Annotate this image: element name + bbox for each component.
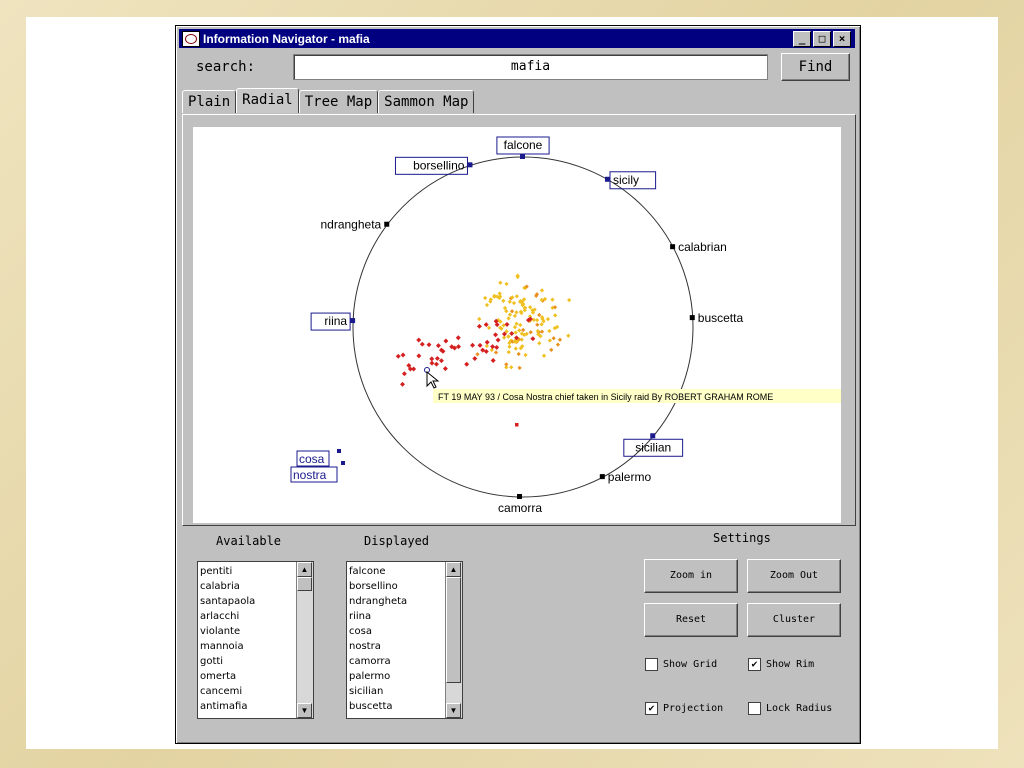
doc-point[interactable] xyxy=(558,338,562,342)
doc-point[interactable] xyxy=(502,336,506,340)
doc-point[interactable] xyxy=(485,344,489,348)
search-input[interactable]: mafia xyxy=(293,54,768,80)
available-scrollbar[interactable] xyxy=(296,562,313,718)
doc-point[interactable] xyxy=(523,353,527,357)
checkbox-icon[interactable] xyxy=(748,702,761,715)
rim-keyword-buscetta[interactable] xyxy=(690,311,744,325)
minimize-button[interactable]: _ xyxy=(793,31,811,47)
show-rim-label: Show Rim xyxy=(766,659,815,670)
list-item[interactable]: calabria xyxy=(200,581,240,592)
doc-point[interactable] xyxy=(483,296,487,300)
list-item[interactable]: cancemi xyxy=(200,686,243,697)
zoom-out-button[interactable]: Zoom Out xyxy=(747,559,841,593)
rim-keyword-borsellino[interactable] xyxy=(395,157,472,174)
scroll-thumb[interactable] xyxy=(446,577,461,683)
list-item[interactable]: sicilian xyxy=(349,686,384,697)
rim-anchor[interactable] xyxy=(600,474,605,479)
doc-point[interactable] xyxy=(470,343,475,348)
doc-point[interactable] xyxy=(556,343,560,347)
rim-label[interactable]: sicilian xyxy=(635,440,672,455)
available-heading: Available xyxy=(216,534,282,548)
doc-point[interactable] xyxy=(528,305,532,309)
doc-point[interactable] xyxy=(493,332,498,337)
available-list[interactable] xyxy=(197,561,314,719)
scroll-down-icon[interactable]: ▼ xyxy=(446,703,461,718)
doc-point[interactable] xyxy=(416,353,421,358)
doc-point[interactable] xyxy=(494,350,498,354)
radial-canvas[interactable] xyxy=(193,127,841,523)
rim-anchor[interactable] xyxy=(350,318,355,323)
doc-point[interactable] xyxy=(517,352,521,356)
doc-point[interactable] xyxy=(420,342,425,347)
doc-point[interactable] xyxy=(498,281,502,285)
reset-button[interactable]: Reset xyxy=(644,603,738,637)
doc-point[interactable] xyxy=(508,300,512,304)
doc-point[interactable] xyxy=(439,358,444,363)
list-item[interactable]: cosa xyxy=(349,626,372,637)
doc-point[interactable] xyxy=(504,362,508,366)
doc-point[interactable] xyxy=(484,322,489,327)
lock-radius-label: Lock Radius xyxy=(766,703,833,714)
cluster-button[interactable]: Cluster xyxy=(747,603,841,637)
doc-point[interactable] xyxy=(537,313,541,317)
doc-point[interactable] xyxy=(485,303,489,307)
rim-keyword-falcone[interactable] xyxy=(497,137,549,159)
outside-label[interactable]: nostra xyxy=(293,468,327,482)
find-button[interactable]: Find xyxy=(781,53,850,81)
doc-point[interactable] xyxy=(396,354,401,359)
doc-point[interactable] xyxy=(509,365,513,369)
doc-point[interactable] xyxy=(515,423,519,427)
window-title: Information Navigator - mafia xyxy=(203,31,370,46)
scroll-up-icon[interactable]: ▲ xyxy=(297,562,312,577)
displayed-list[interactable] xyxy=(346,561,463,719)
doc-point[interactable] xyxy=(487,326,491,330)
list-item[interactable]: buscetta xyxy=(349,701,393,712)
doc-point[interactable] xyxy=(518,323,522,327)
list-item[interactable]: santapaola xyxy=(200,596,256,607)
show-rim-checkbox[interactable] xyxy=(748,658,814,671)
doc-point[interactable] xyxy=(491,358,496,363)
outside-keyword-cosa[interactable] xyxy=(297,451,329,466)
doc-point[interactable] xyxy=(517,328,521,332)
search-label: search: xyxy=(196,59,256,75)
rim-label[interactable]: sicily xyxy=(613,172,639,187)
doc-point[interactable] xyxy=(507,350,511,354)
rim-keyword-ndrangheta[interactable] xyxy=(320,218,389,232)
doc-point[interactable] xyxy=(566,334,570,338)
list-item[interactable]: arlacchi xyxy=(200,611,240,622)
doc-point[interactable] xyxy=(501,299,505,303)
doc-point[interactable] xyxy=(427,342,432,347)
rim-anchor[interactable] xyxy=(467,162,472,167)
scroll-down-icon[interactable]: ▼ xyxy=(297,703,312,718)
keyword-anchor xyxy=(341,461,345,465)
tab-tree-map[interactable]: Tree Map xyxy=(299,90,378,113)
rim-anchor[interactable] xyxy=(650,433,655,438)
rim-label[interactable]: ndrangheta xyxy=(320,217,382,232)
rim-keyword-riina[interactable] xyxy=(311,313,355,330)
doc-point[interactable] xyxy=(540,288,544,292)
list-item[interactable]: ndrangheta xyxy=(349,596,408,607)
tab-radial[interactable]: Radial xyxy=(236,88,299,113)
scroll-thumb[interactable] xyxy=(297,577,312,591)
rim-keyword-sicily[interactable] xyxy=(605,172,656,189)
rim-anchor[interactable] xyxy=(690,315,695,320)
document-tooltip xyxy=(433,389,841,403)
displayed-scrollbar[interactable] xyxy=(445,562,462,718)
doc-point[interactable] xyxy=(429,356,434,361)
rim-anchor[interactable] xyxy=(605,177,610,182)
list-item[interactable]: falcone xyxy=(349,566,386,577)
doc-point[interactable] xyxy=(540,330,544,334)
tab-plain[interactable]: Plain xyxy=(182,90,236,113)
list-item[interactable]: riina xyxy=(349,611,372,622)
doc-point[interactable] xyxy=(549,348,553,352)
projection-label: Projection xyxy=(663,703,724,714)
doc-point[interactable] xyxy=(464,362,469,367)
mouse-cursor-icon xyxy=(427,372,438,388)
list-item[interactable]: pentiti xyxy=(200,566,233,577)
doc-point[interactable] xyxy=(506,335,510,339)
doc-point[interactable] xyxy=(521,328,525,332)
doc-point[interactable] xyxy=(567,298,571,302)
rim-label[interactable]: falcone xyxy=(503,138,543,152)
doc-point[interactable] xyxy=(490,348,494,352)
doc-point[interactable] xyxy=(416,338,421,343)
doc-point[interactable] xyxy=(443,366,448,371)
radial-visualization[interactable] xyxy=(193,127,841,523)
list-item[interactable]: omerta xyxy=(200,671,237,682)
doc-point[interactable] xyxy=(434,362,439,367)
show-grid-checkbox[interactable] xyxy=(645,658,717,671)
rim-anchor[interactable] xyxy=(670,244,675,249)
rim-label[interactable]: palermo xyxy=(607,470,652,485)
maximize-button[interactable]: □ xyxy=(813,31,831,47)
doc-point[interactable] xyxy=(477,317,481,321)
doc-point[interactable] xyxy=(505,322,510,327)
projection-checkbox[interactable] xyxy=(645,702,723,715)
app-icon xyxy=(182,31,200,47)
list-item[interactable]: borsellino xyxy=(349,581,398,592)
doc-point[interactable] xyxy=(494,345,499,350)
doc-point[interactable] xyxy=(401,353,406,358)
scroll-up-icon[interactable]: ▲ xyxy=(446,562,461,577)
doc-point[interactable] xyxy=(435,356,440,361)
rim-label[interactable]: calabrian xyxy=(678,240,727,255)
doc-point[interactable] xyxy=(510,309,514,313)
doc-point[interactable] xyxy=(514,330,518,334)
doc-point[interactable] xyxy=(553,313,557,317)
app-window xyxy=(175,25,861,744)
checkbox-icon[interactable] xyxy=(645,658,658,671)
title-bar[interactable] xyxy=(179,29,855,48)
list-item[interactable]: mannoia xyxy=(200,641,244,652)
doc-point[interactable] xyxy=(485,340,490,345)
doc-point[interactable] xyxy=(443,339,448,344)
doc-point[interactable] xyxy=(517,366,521,370)
doc-point[interactable] xyxy=(542,354,546,358)
doc-point[interactable] xyxy=(512,301,516,305)
doc-point[interactable] xyxy=(429,361,434,366)
doc-point[interactable] xyxy=(509,331,514,336)
doc-point[interactable] xyxy=(514,346,518,350)
settings-heading: Settings xyxy=(713,531,771,545)
rim-keyword-palermo[interactable] xyxy=(600,470,652,484)
doc-point[interactable] xyxy=(472,356,477,361)
doc-point[interactable] xyxy=(515,294,519,298)
list-item[interactable]: antimafia xyxy=(200,701,248,712)
doc-point[interactable] xyxy=(496,337,501,342)
doc-point[interactable] xyxy=(537,341,541,345)
doc-point[interactable] xyxy=(529,330,533,334)
doc-point[interactable] xyxy=(456,335,461,340)
list-item[interactable]: camorra xyxy=(349,656,391,667)
doc-point[interactable] xyxy=(546,317,550,321)
zoom-in-button[interactable]: Zoom in xyxy=(644,559,738,593)
doc-point[interactable] xyxy=(478,343,483,348)
keyword-anchor xyxy=(337,449,341,453)
doc-point[interactable] xyxy=(552,336,556,340)
doc-point[interactable] xyxy=(506,316,510,320)
doc-point[interactable] xyxy=(477,324,482,329)
doc-point[interactable] xyxy=(508,313,512,317)
doc-point[interactable] xyxy=(402,371,407,376)
doc-point[interactable] xyxy=(535,323,539,327)
doc-point[interactable] xyxy=(456,344,461,349)
close-button[interactable]: × xyxy=(833,31,851,47)
doc-point[interactable] xyxy=(535,318,539,322)
checkbox-icon[interactable]: ✔ xyxy=(748,658,761,671)
rim-anchor[interactable] xyxy=(384,222,389,227)
outside-label[interactable]: cosa xyxy=(299,452,325,466)
rim-keyword-sicilian[interactable] xyxy=(624,433,683,456)
rim-keyword-camorra[interactable] xyxy=(498,494,542,515)
doc-point[interactable] xyxy=(547,329,551,333)
displayed-heading: Displayed xyxy=(364,534,430,548)
checkbox-icon[interactable]: ✔ xyxy=(645,702,658,715)
rim-label[interactable]: riina xyxy=(324,314,348,329)
doc-point[interactable] xyxy=(436,343,441,348)
doc-point[interactable] xyxy=(550,297,554,301)
show-grid-label: Show Grid xyxy=(663,659,718,670)
doc-point[interactable] xyxy=(507,345,511,349)
tab-sammon-map[interactable]: Sammon Map xyxy=(378,90,474,113)
rim-label[interactable]: camorra xyxy=(498,500,543,515)
doc-point[interactable] xyxy=(504,282,508,286)
doc-point[interactable] xyxy=(490,344,495,349)
outside-keyword-nostra[interactable] xyxy=(291,467,337,482)
doc-point[interactable] xyxy=(548,338,552,342)
rim-anchor[interactable] xyxy=(517,494,522,499)
rim-label[interactable]: buscetta xyxy=(697,311,744,326)
radial-panel xyxy=(182,114,856,526)
doc-point[interactable] xyxy=(530,336,535,341)
list-item[interactable]: nostra xyxy=(349,641,381,652)
rim-label[interactable]: borsellino xyxy=(413,158,465,173)
view-tabs xyxy=(182,88,474,114)
tooltip-text: FT 19 MAY 93 / Cosa Nostra chief taken in Sicily raid By ROBERT GRAHAM ROME xyxy=(438,392,774,402)
rim-anchor[interactable] xyxy=(520,154,525,159)
doc-point[interactable] xyxy=(400,382,405,387)
list-item[interactable]: violante xyxy=(200,626,241,637)
list-item[interactable]: palermo xyxy=(349,671,391,682)
doc-point[interactable] xyxy=(475,352,479,356)
lock-radius-checkbox[interactable] xyxy=(748,702,832,715)
rim-keyword-calabrian[interactable] xyxy=(670,240,727,254)
list-item[interactable]: gotti xyxy=(200,656,224,667)
